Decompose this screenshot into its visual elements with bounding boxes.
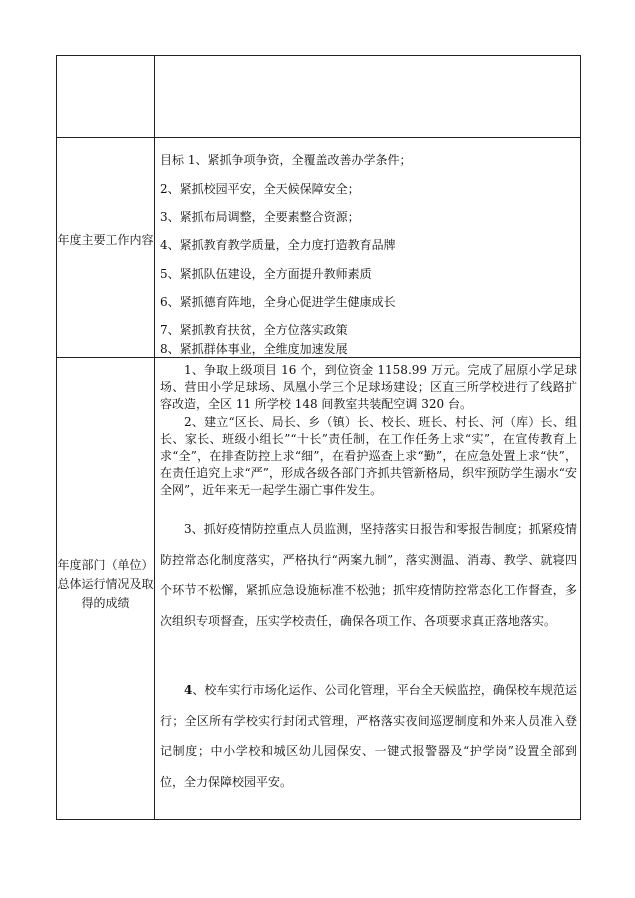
result-paragraph-4-number: 4 <box>184 683 193 697</box>
table-border-bottom <box>56 819 581 820</box>
results-label: 年度部门（单位）总体运行情况及取得的成绩 <box>57 558 154 610</box>
result-paragraph-2: 2、建立“区长、局长、乡（镇）长、校长、班长、村长、河（库）长、组长、家长、班级小组长”“十长”责任制，在工作任务上求“实”，在宣传教育上求“全”，在排查防控上求“细”，在看护巡查上求“勤”，在应急处置上求“快”，在责任追究上求“严”，形成各级各部门齐抓共管新格局，织牢预防学生溺水“安全网”，近年来无一起学生溺亡事件发生。 <box>160 415 577 497</box>
work-item: 3、紧抓布局调整，全要素整合资源； <box>160 210 360 224</box>
main-work-label: 年度主要工作内容 <box>57 233 154 247</box>
result-paragraph-4-text: 、校车实行市场化运作、公司化管理，平台全天候监控，确保校车规范运行；全区所有学校实行封闭式管理，严格落实夜间巡逻制度和外来人员准入登记制度；中小学校和城区幼儿园保安、一键式报警器及“护学岗”设置全部到位，全力保障校园平安。 <box>160 683 577 789</box>
work-item: 目标 1、紧抓争项争资，全覆盖改善办学条件； <box>160 153 412 167</box>
work-item: 2、紧抓校园平安，全天候保障安全； <box>160 182 360 196</box>
table-column-divider <box>154 55 155 820</box>
work-item: 7、紧抓教育扶贫，全方位落实政策 <box>160 323 348 337</box>
work-item: 8、紧抓群体事业，全维度加速发展 <box>160 342 348 356</box>
table-border-top <box>56 55 581 56</box>
work-item: 5、紧抓队伍建设，全方面提升教师素质 <box>160 267 372 281</box>
work-item: 4、紧抓教育教学质量，全力度打造教育品牌 <box>160 238 396 252</box>
result-paragraph-1: 1、争取上级项目 16 个，到位资金 1158.99 万元。完成了屈原小学足球场、营田小学足球场、凤凰小学三个足球场建设；区直三所学校进行了线路扩容改造，全区 11 所学校 148 间教室共装配空调 320 台。 <box>160 363 577 411</box>
result-paragraph-3: 3、抓好疫情防控重点人员监测，坚持落实日报告和零报告制度；抓紧疫情防控常态化制度落实，严格执行“两案九制”，落实测温、消毒、教学、就寝四个环节不松懈，紧抓应急设施标准不松弛；抓牢疫情防控常态化工作督查，多次组织专项督查，压实学校责任，确保各项工作、各项要求真正落地落实。 <box>160 522 577 628</box>
table-border-right <box>580 55 581 820</box>
table-border-left <box>56 55 57 820</box>
table-row-divider <box>56 137 581 138</box>
work-item: 6、紧抓德育阵地，全身心促进学生健康成长 <box>160 295 396 309</box>
result-paragraph-4 <box>160 675 577 797</box>
